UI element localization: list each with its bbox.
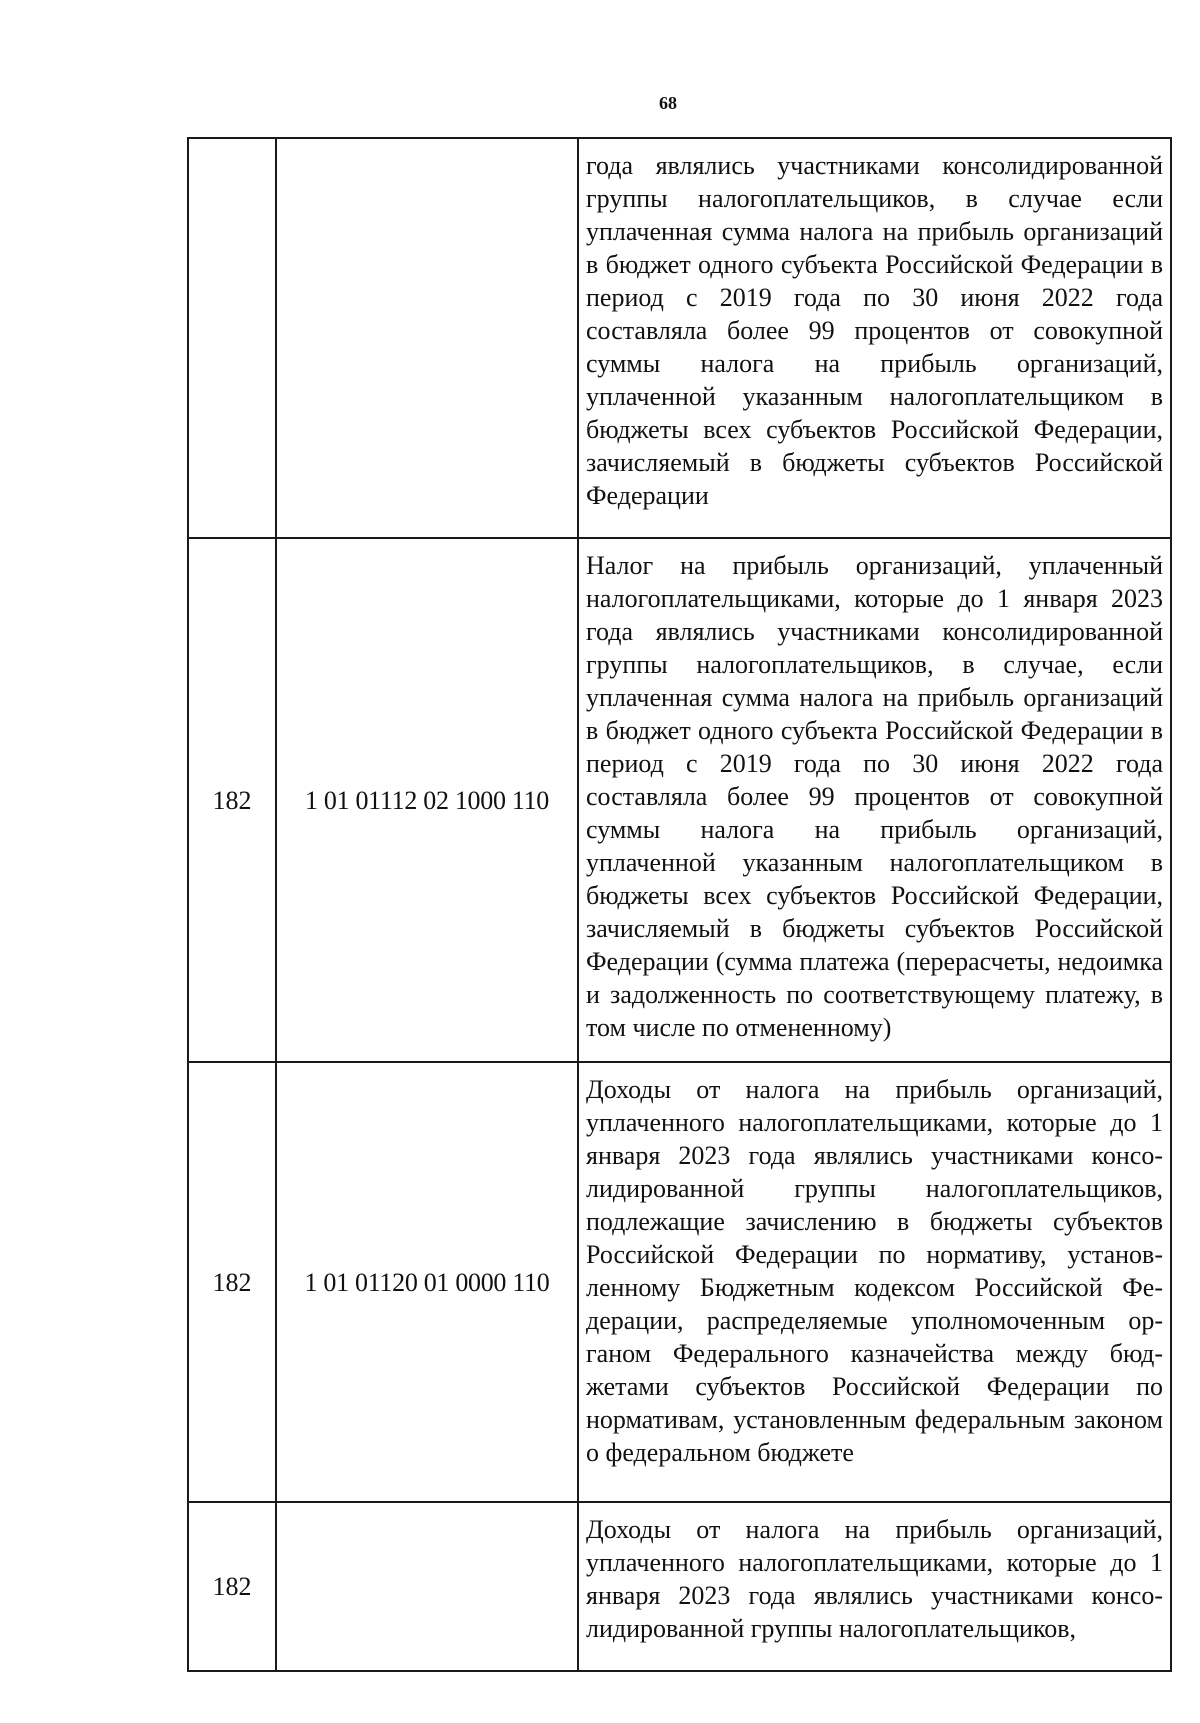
admin-code-cell: 182: [188, 1062, 276, 1502]
income-name-cell: Налог на прибыль организаций, уплаченный налогоплательщиками, которые до 1 января 2023 года являлись участниками консолидированной группы налогоплательщиков, в случае, если уплаченная сумма налога на прибыль организаций в бюджет одного субъекта Российской Федерации в период с 2019 года по 30 июня 2022 года составляла более 99 процентов от совокупной суммы налога на прибыль организаций, уплаченной указанным налогоплательщиком в бюджеты всех субъектов Российской Федерации, зачисляемый в бюджеты субъектов Российской Федерации (сумма платежа (перерасчеты, недоимка и задолженность по соответствующему платежу, в том числе по отмененному): [578, 538, 1171, 1062]
income-name-cell: Доходы от налога на прибыль организаций, уплаченного налогоплательщиками, которые до 1 января 2023 года являлись участниками консолидированной группы налогоплательщиков, подлежащие зачислению в бюджеты субъектов Российской Федерации по нормативу, установленному Бюджетным кодексом Российской Федерации, распределяемые уполномоченным органом Федерального казначейства между бюджетами субъектов Российской Федерации по нормативам, установленным федеральным законом о федеральном бюджете: [578, 1062, 1171, 1502]
budget-code-cell: 1 01 01112 02 1000 110: [276, 538, 578, 1062]
budget-classification-table: [187, 137, 1172, 1672]
budget-code-cell: [276, 138, 578, 538]
budget-code-cell: [276, 1502, 578, 1671]
income-name-cell: года являлись участниками консолидированной группы налогоплательщиков, в случае если уплаченная сумма налога на прибыль организаций в бюджет одного субъекта Российской Федерации в период с 2019 года по 30 июня 2022 года составляла более 99 процентов от совокупной суммы налога на прибыль организаций, уплаченной указанным налогоплательщиком в бюджеты всех субъектов Российской Федерации, зачисляемый в бюджеты субъектов Российской Федерации: [578, 138, 1171, 538]
page-number: 68: [659, 93, 677, 113]
budget-code-cell: 1 01 01120 01 0000 110: [276, 1062, 578, 1502]
admin-code-cell: 182: [188, 1502, 276, 1671]
income-name-cell: Доходы от налога на прибыль организаций, уплаченного налогоплательщиками, которые до 1 января 2023 года являлись участниками консолидированной группы налогоплательщиков,: [578, 1502, 1171, 1671]
table-row: [188, 138, 1171, 538]
table-row: [188, 1062, 1171, 1502]
admin-code-cell: 182: [188, 538, 276, 1062]
table-row: [188, 538, 1171, 1062]
table-row: [188, 1502, 1171, 1671]
admin-code-cell: [188, 138, 276, 538]
